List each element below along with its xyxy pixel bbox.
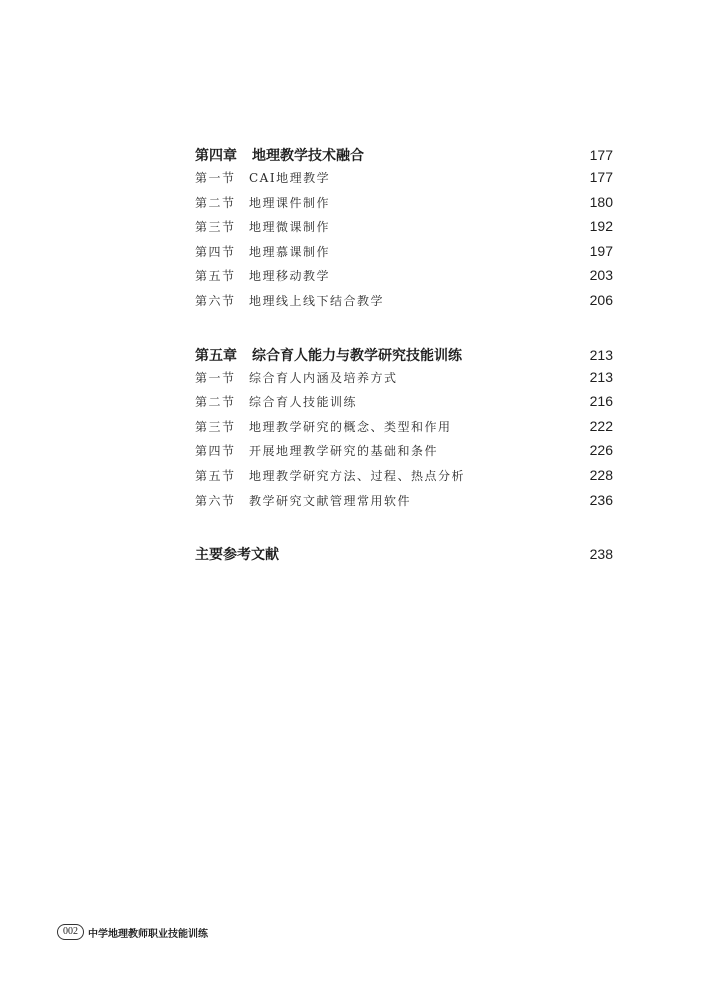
- section-number: 第二节: [195, 195, 236, 210]
- section-page: 192: [589, 218, 613, 235]
- section-title: 地理教学研究方法、过程、热点分析: [249, 468, 466, 483]
- section-page: 197: [589, 242, 613, 259]
- references-title: 主要参考文献: [195, 547, 279, 564]
- section-page: 213: [589, 368, 613, 385]
- section-entry[interactable]: [195, 467, 613, 492]
- section-title: 地理教学研究的概念、类型和作用: [249, 419, 452, 434]
- section-page: 222: [589, 417, 613, 434]
- section-entry[interactable]: [195, 169, 613, 194]
- section-title: 地理微课制作: [249, 220, 331, 235]
- section-page: 177: [589, 169, 613, 185]
- chapter-heading[interactable]: [195, 345, 613, 369]
- chapter-page: 213: [589, 346, 613, 363]
- chapter-number: 第五章: [195, 347, 237, 364]
- section-title: 综合育人技能训练: [249, 395, 358, 410]
- section-entry[interactable]: [195, 267, 613, 292]
- running-book-title: 中学地理教师职业技能训练: [88, 928, 208, 940]
- section-title: 地理移动教学: [249, 269, 331, 284]
- chapter-4: [195, 145, 613, 317]
- section-page: 206: [589, 291, 613, 308]
- section-page: 226: [589, 442, 613, 459]
- page-number-badge: 002: [57, 924, 84, 940]
- section-entry[interactable]: [195, 194, 613, 219]
- section-entry[interactable]: [195, 442, 613, 467]
- section-number: 第五节: [195, 269, 236, 284]
- section-entry[interactable]: [195, 218, 613, 243]
- section-page: 180: [589, 193, 613, 210]
- section-title: 开展地理教学研究的基础和条件: [249, 444, 439, 459]
- chapter-page: 177: [589, 147, 613, 163]
- section-title: 地理线上线下结合教学: [249, 293, 385, 308]
- section-entry[interactable]: [195, 393, 613, 418]
- section-entry[interactable]: [195, 292, 613, 317]
- section-title: CAI地理教学: [249, 171, 331, 185]
- section-number: 第六节: [195, 493, 236, 508]
- section-page: 216: [589, 393, 613, 410]
- section-page: 236: [589, 491, 613, 508]
- section-number: 第四节: [195, 244, 236, 259]
- references-entry[interactable]: [195, 544, 613, 568]
- section-page: 228: [589, 466, 613, 483]
- section-number: 第六节: [195, 293, 236, 308]
- table-of-contents: [195, 145, 613, 568]
- section-number: 第三节: [195, 220, 236, 235]
- section-title: 地理慕课制作: [249, 244, 331, 259]
- section-title: 综合育人内涵及培养方式: [249, 370, 398, 385]
- section-title: 地理课件制作: [249, 195, 331, 210]
- section-number: 第一节: [195, 370, 236, 385]
- section-title: 教学研究文献管理常用软件: [249, 493, 412, 508]
- references-page: 238: [589, 546, 613, 563]
- chapter-heading[interactable]: [195, 145, 613, 169]
- section-entry[interactable]: [195, 243, 613, 268]
- section-entry[interactable]: [195, 418, 613, 443]
- chapter-5: [195, 345, 613, 517]
- section-page: 203: [589, 267, 613, 284]
- chapter-title: 地理教学技术融合: [252, 148, 364, 164]
- section-number: 第四节: [195, 444, 236, 459]
- chapter-number: 第四章: [195, 148, 237, 164]
- section-number: 第二节: [195, 395, 236, 410]
- section-number: 第五节: [195, 468, 236, 483]
- section-entry[interactable]: [195, 492, 613, 517]
- section-number: 第一节: [195, 171, 236, 185]
- section-entry[interactable]: [195, 369, 613, 394]
- section-number: 第三节: [195, 419, 236, 434]
- page-footer: [57, 923, 208, 941]
- chapter-title: 综合育人能力与教学研究技能训练: [252, 347, 462, 364]
